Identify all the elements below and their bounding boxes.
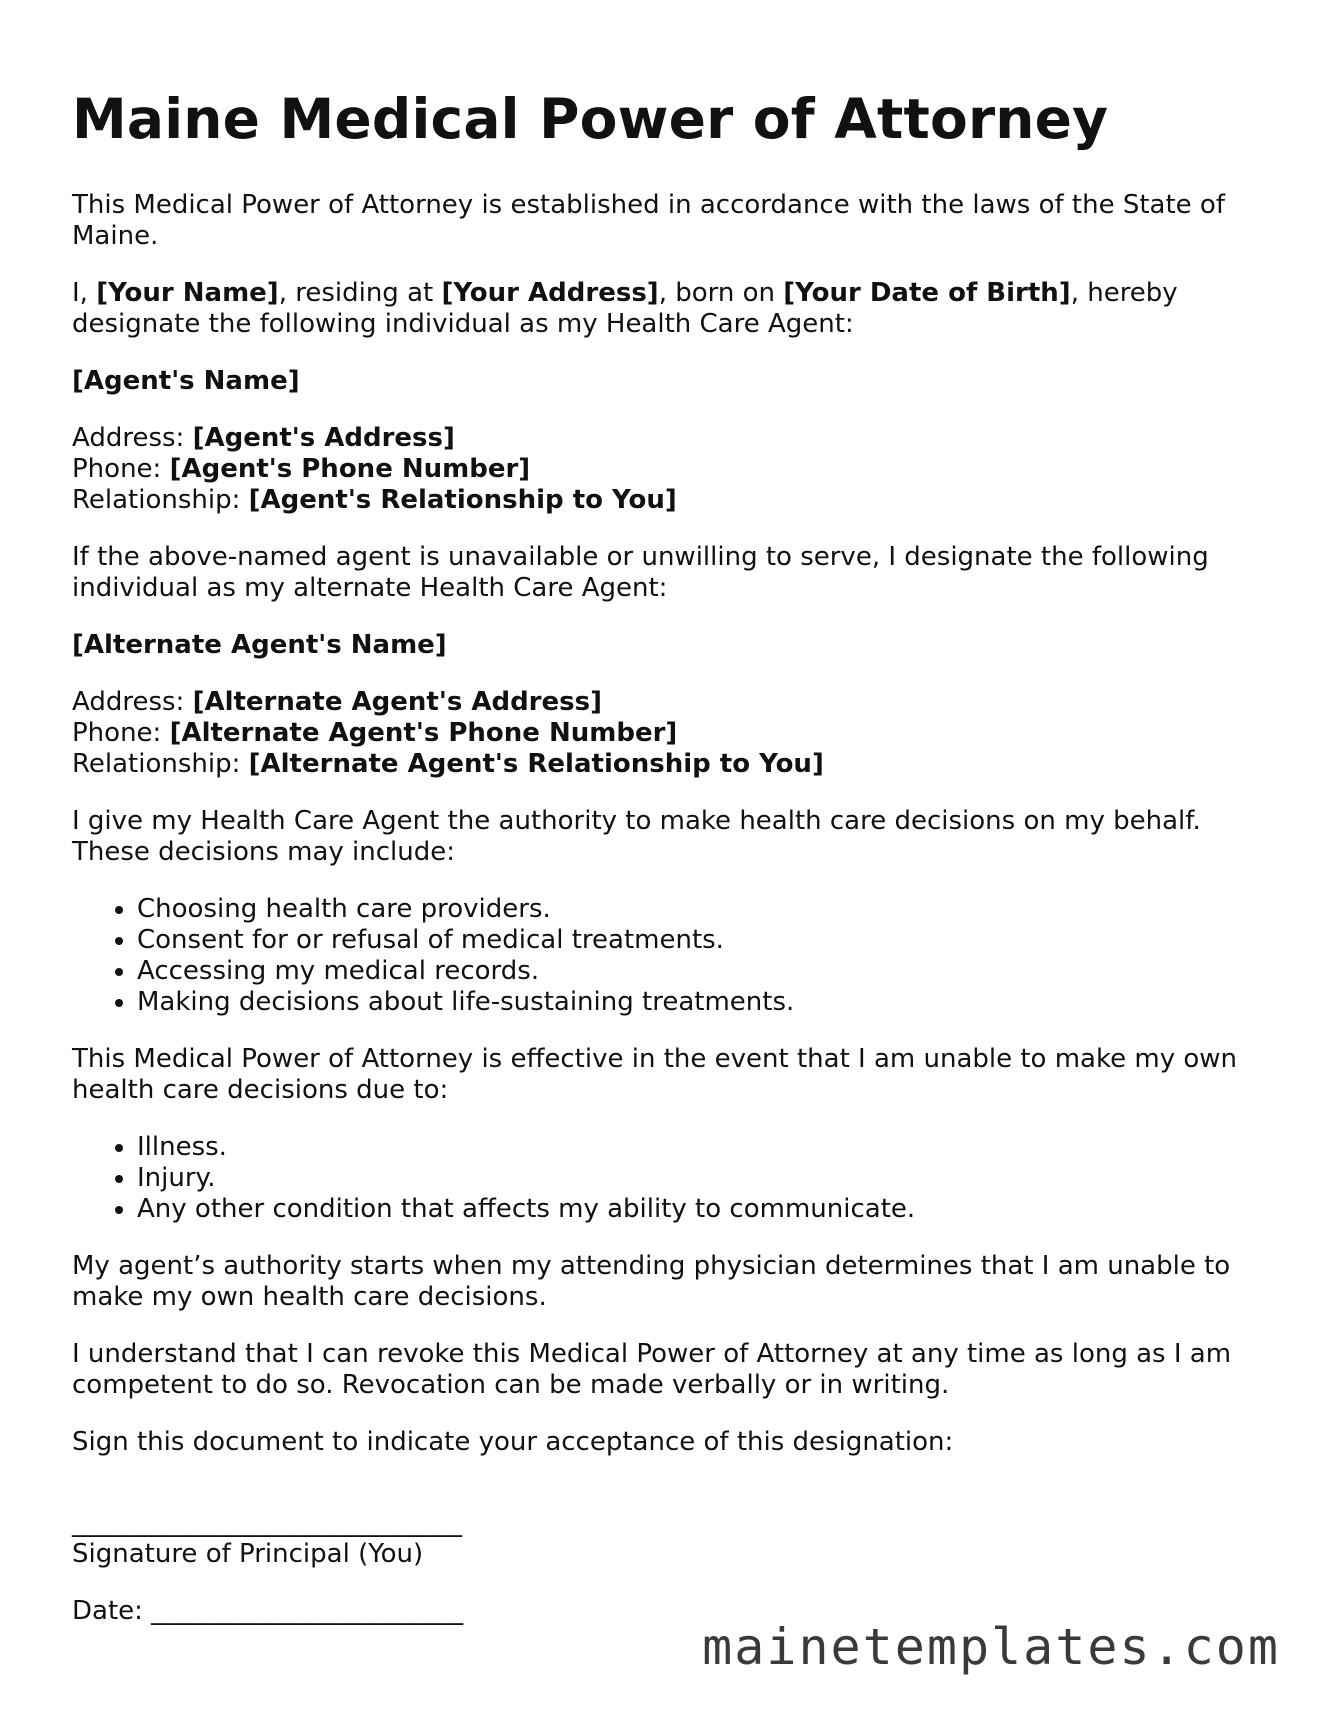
alternate-intro-paragraph: If the above-named agent is unavailable or unwilling to serve, I designate the following individual as my alternate Health Care Agent:: [72, 542, 1209, 603]
alternate-phone: [Alternate Agent's Phone Number]: [169, 718, 678, 748]
agent-details: [72, 423, 1252, 516]
agent-relationship-label: Relationship:: [72, 485, 249, 515]
principal-suffix: , hereby designate the following individual as my Health Care Agent:: [72, 278, 1178, 339]
document-page: [72, 84, 1252, 1653]
principal-address: [Your Address]: [441, 278, 659, 308]
intro-paragraph: This Medical Power of Attorney is established in accordance with the laws of the State of Maine.: [72, 190, 1225, 251]
agent-address-label: Address:: [72, 423, 193, 453]
signature-label: Signature of Principal (You): [72, 1539, 424, 1569]
list-item: • Any other condition that affects my ability to communicate.: [137, 1194, 1252, 1225]
list-item: • Accessing my medical records.: [137, 956, 1252, 987]
list-item: • Injury.: [137, 1163, 1252, 1194]
agent-name-paragraph: [72, 366, 1252, 397]
alternate-relationship-label: Relationship:: [72, 749, 249, 779]
sign-instruction: Sign this document to indicate your acceptance of this designation:: [72, 1427, 954, 1457]
decisions-list: [72, 894, 1252, 1018]
agent-address: [Agent's Address]: [192, 423, 455, 453]
signature-block: [72, 1508, 1252, 1570]
conditions-list: [72, 1132, 1252, 1225]
date-label: Date:: [72, 1596, 152, 1626]
list-item: • Illness.: [137, 1132, 1252, 1163]
alternate-agent-name: [Alternate Agent's Name]: [72, 630, 447, 660]
alternate-address-label: Address:: [72, 687, 193, 717]
alternate-relationship: [Alternate Agent's Relationship to You]: [248, 749, 824, 779]
watermark: mainetemplates.com: [702, 1618, 1280, 1676]
list-item: • Making decisions about life-sustaining treatments.: [137, 987, 1252, 1018]
agent-phone: [Agent's Phone Number]: [169, 454, 531, 484]
alternate-details: [72, 687, 1252, 780]
date-line[interactable]: ________________________: [151, 1596, 464, 1626]
agent-name: [Agent's Name]: [72, 366, 300, 396]
list-item: • Consent for or refusal of medical treatments.: [137, 925, 1252, 956]
revocation-paragraph: I understand that I can revoke this Medical Power of Attorney at any time as long as I am competent to do so. Revocation can be made verbally or in writing.: [72, 1339, 1232, 1400]
effective-intro-paragraph: This Medical Power of Attorney is effective in the event that I am unable to make my own health care decisions due to:: [72, 1044, 1238, 1105]
principal-dob: [Your Date of Birth]: [783, 278, 1071, 308]
signature-line[interactable]: ______________________________: [72, 1508, 462, 1538]
agent-phone-label: Phone:: [72, 454, 170, 484]
page-title: Maine Medical Power of Attorney: [72, 87, 1109, 151]
authority-start-paragraph: My agent’s authority starts when my attending physician determines that I am unable to make my own health care decisions.: [72, 1251, 1231, 1312]
list-item: • Choosing health care providers.: [137, 894, 1252, 925]
alternate-name-paragraph: [72, 630, 1252, 661]
principal-name: [Your Name]: [96, 278, 279, 308]
principal-paragraph: [72, 278, 1252, 340]
agent-relationship: [Agent's Relationship to You]: [248, 485, 677, 515]
alternate-phone-label: Phone:: [72, 718, 170, 748]
principal-residing-text: , residing at: [278, 278, 442, 308]
alternate-address: [Alternate Agent's Address]: [192, 687, 602, 717]
principal-prefix: I,: [72, 278, 97, 308]
principal-born-text: , born on: [658, 278, 784, 308]
authority-intro-paragraph: I give my Health Care Agent the authority to make health care decisions on my behalf. These decisions may include:: [72, 806, 1201, 867]
